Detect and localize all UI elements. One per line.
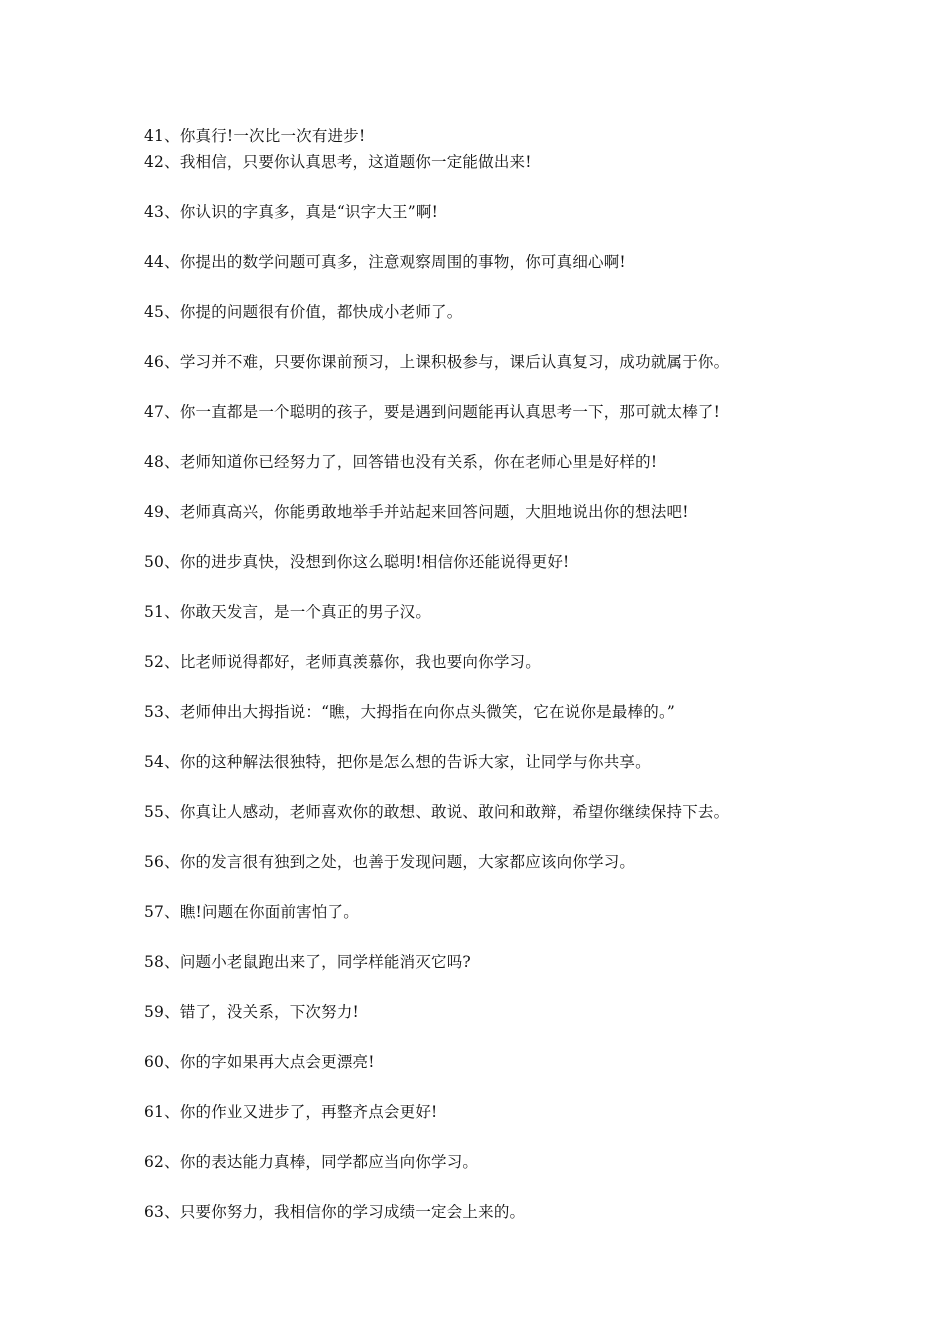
list-item: 61、你的作业又进步了，再整齐点会更好! <box>144 1103 438 1121</box>
list-item: 50、你的进步真快，没想到你这么聪明!相信你还能说得更好! <box>144 553 570 571</box>
list-item: 42、我相信，只要你认真思考，这道题你一定能做出来! <box>144 153 532 171</box>
list-item: 51、你敢天发言，是一个真正的男子汉。 <box>144 603 432 621</box>
list-item: 59、错了，没关系，下次努力! <box>144 1003 359 1021</box>
list-item: 47、你一直都是一个聪明的孩子，要是遇到问题能再认真思考一下，那可就太棒了! <box>144 403 721 421</box>
list-item: 57、瞧!问题在你面前害怕了。 <box>144 903 359 921</box>
list-item: 41、你真行!一次比一次有进步! <box>144 127 366 145</box>
list-item: 54、你的这种解法很独特，把你是怎么想的告诉大家，让同学与你共享。 <box>144 753 651 771</box>
list-item: 53、老师伸出大拇指说：“瞧，大拇指在向你点头微笑，它在说你是最棒的。” <box>144 703 676 721</box>
list-item: 58、问题小老鼠跑出来了，同学样能消灭它吗? <box>144 953 471 971</box>
list-item: 49、老师真高兴，你能勇敢地举手并站起来回答问题，大胆地说出你的想法吧! <box>144 503 689 521</box>
list-item: 46、学习并不难，只要你课前预习，上课积极参与，课后认真复习，成功就属于你。 <box>144 353 730 371</box>
list-item: 60、你的字如果再大点会更漂亮! <box>144 1053 375 1071</box>
list-item: 44、你提出的数学问题可真多，注意观察周围的事物，你可真细心啊! <box>144 253 626 271</box>
praise-list <box>144 124 864 1224</box>
list-item: 45、你提的问题很有价值，都快成小老师了。 <box>144 303 463 321</box>
list-item: 55、你真让人感动，老师喜欢你的敢想、敢说、敢问和敢辩，希望你继续保持下去。 <box>144 803 730 821</box>
list-item: 56、你的发言很有独到之处，也善于发现问题，大家都应该向你学习。 <box>144 853 636 871</box>
list-item: 48、老师知道你已经努力了，回答错也没有关系，你在老师心里是好样的! <box>144 453 658 471</box>
list-item: 63、只要你努力，我相信你的学习成绩一定会上来的。 <box>144 1203 526 1221</box>
list-item: 52、比老师说得都好，老师真羡慕你，我也要向你学习。 <box>144 653 541 671</box>
list-item: 43、你认识的字真多，真是“识字大王”啊! <box>144 203 439 221</box>
list-item: 62、你的表达能力真棒，同学都应当向你学习。 <box>144 1153 479 1171</box>
